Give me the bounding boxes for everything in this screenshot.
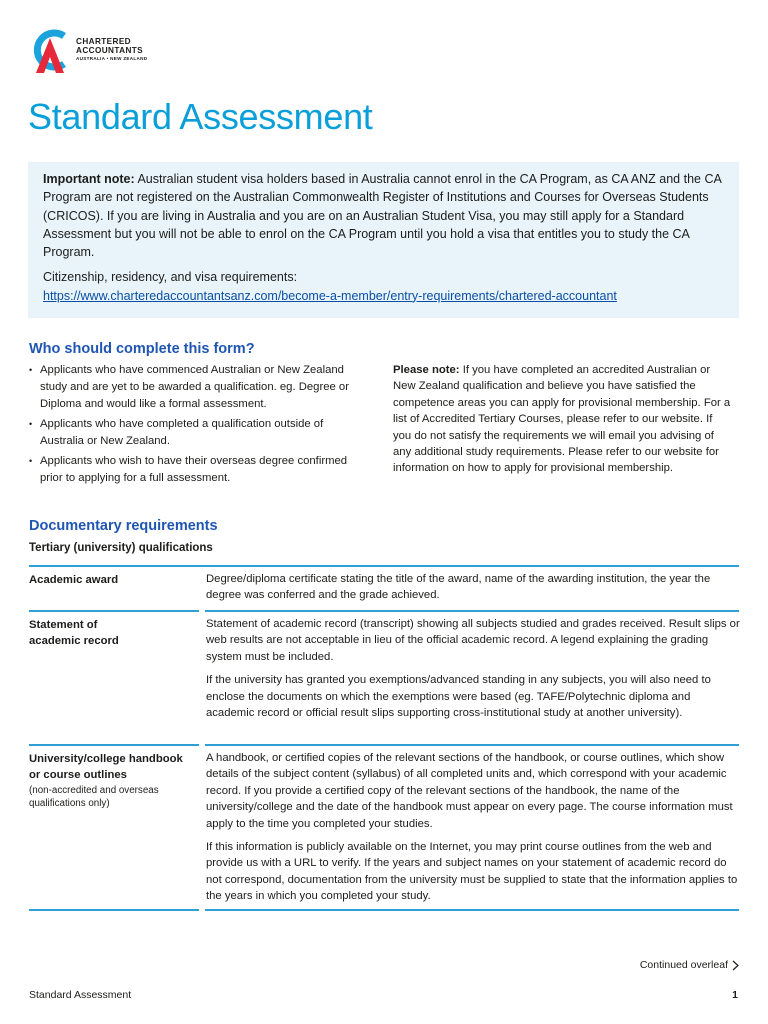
- table-bottom-rule: [29, 909, 739, 911]
- please-note-block: [393, 362, 733, 477]
- row-description: [206, 750, 741, 905]
- row-label-text: University/college handbook or course outlines: [29, 753, 183, 782]
- bullet-item: • Applicants who have commenced Australian or New Zealand study and are yet to be awarded a qualification. eg. Degree or Diploma and would like a formal assessment.: [29, 362, 349, 413]
- documentary-requirements-heading: Documentary requirements: [29, 518, 218, 534]
- row-label: Academic award: [29, 574, 119, 586]
- important-note-label: Important note:: [43, 172, 135, 186]
- row-divider: [205, 744, 739, 746]
- row-divider: [205, 610, 739, 612]
- row-divider: [29, 565, 739, 567]
- row-divider: [205, 909, 739, 911]
- row-description: [206, 616, 741, 721]
- row-paragraph: If the university has granted you exemptions/advanced standing in any subjects, you will also need to enclose the documents on which the exemptions were based (eg. TAFE/Polytechnic diploma and academic record or official result slips supporting cross-institutional study at another university).: [206, 674, 711, 720]
- row-paragraph: Statement of academic record (transcript) showing all subjects studied and grades received. Result slips or web results are not acceptable in lieu of the official academic record. A legend explaining the grading system must be included.: [206, 618, 740, 663]
- who-should-complete-heading: Who should complete this form?: [29, 341, 255, 357]
- logo-line-3: AUSTRALIA • NEW ZEALAND: [76, 56, 148, 62]
- important-note-text: Australian student visa holders based in Australia cannot enrol in the CA Program, as CA ANZ and the CA Program are not registered on the Australian Commonwealth Register of Institutions and Courses for Overseas Students (CRICOS). If you are living in Australia and you are on an Australian Student Visa, you may still apply for a Standard Assessment but you will not be able to enrol on the CA Program until you hold a visa that entitles you to study the CA Program.: [43, 172, 722, 260]
- row-description: [206, 571, 741, 604]
- tertiary-qualifications-subheading: Tertiary (university) qualifications: [29, 542, 213, 554]
- logo-line-2: ACCOUNTANTS: [76, 46, 144, 56]
- citizenship-label: Citizenship, residency, and visa requirements:: [43, 270, 298, 285]
- continued-overleaf: [640, 959, 739, 971]
- footer-document-title: Standard Assessment: [29, 989, 132, 1001]
- row-label: [29, 751, 194, 811]
- row-paragraph: If this information is publicly available on the Internet, you may print course outlines from the web and provide us with a URL to verify. If the years and subject names on your statement of academic record do not correspond, documentation from the university must be supplied to state that the information applies to the years in which you completed your study.: [206, 841, 738, 903]
- citizenship-link[interactable]: https://www.charteredaccountantsanz.com/become-a-member/entry-requirements/chartered-accountant: [43, 288, 617, 303]
- who-bullet-list: [29, 362, 349, 490]
- chevron-right-icon: [732, 960, 739, 971]
- page-number: 1: [732, 989, 738, 1001]
- row-paragraph: Degree/diploma certificate stating the title of the award, name of the awarding institution, the year the degree was conferred and the grade achieved.: [206, 573, 711, 602]
- bullet-item: • Applicants who have completed a qualification outside of Australia or New Zealand.: [29, 416, 349, 450]
- important-note-paragraph: [43, 170, 725, 261]
- row-label-note: (non-accredited and overseas qualifications only): [29, 784, 159, 810]
- row-divider: [29, 610, 199, 612]
- ca-anz-logo: [28, 26, 147, 74]
- row-divider: [29, 744, 199, 746]
- logo-line-1: CHARTERED: [76, 37, 131, 46]
- please-note-text: If you have completed an accredited Australian or New Zealand qualification and believe you have satisfied the competence areas you can apply for provisional membership. For a list of Accredited Tertiary Courses, please refer to our website. If you do not satisfy the requirements we will email you advising of any additional study requirements. Please refer to our website for information on how to apply for provisional membership.: [393, 364, 731, 475]
- row-divider: [29, 909, 199, 911]
- important-note-box: [28, 162, 739, 318]
- ca-logo-icon: [28, 26, 72, 74]
- citizenship-paragraph: [43, 268, 725, 305]
- please-note-label: Please note:: [393, 364, 460, 376]
- bullet-item: • Applicants who wish to have their overseas degree confirmed prior to applying for a full assessment.: [29, 453, 349, 487]
- continued-text: Continued overleaf: [639, 959, 728, 971]
- row-paragraph: A handbook, or certified copies of the relevant sections of the handbook, or course outlines, which show details of the subject content (syllabus) of all completed units and, which correspond with your academic record. If you provide a certified copy of the relevant sections of the handbook, the name of the university/college and the date of the handbook must appear on every page. The course information must apply to the time you completed your studies.: [206, 752, 733, 830]
- page-title: Standard Assessment: [28, 96, 373, 137]
- row-label: Statement of academic record: [29, 619, 119, 648]
